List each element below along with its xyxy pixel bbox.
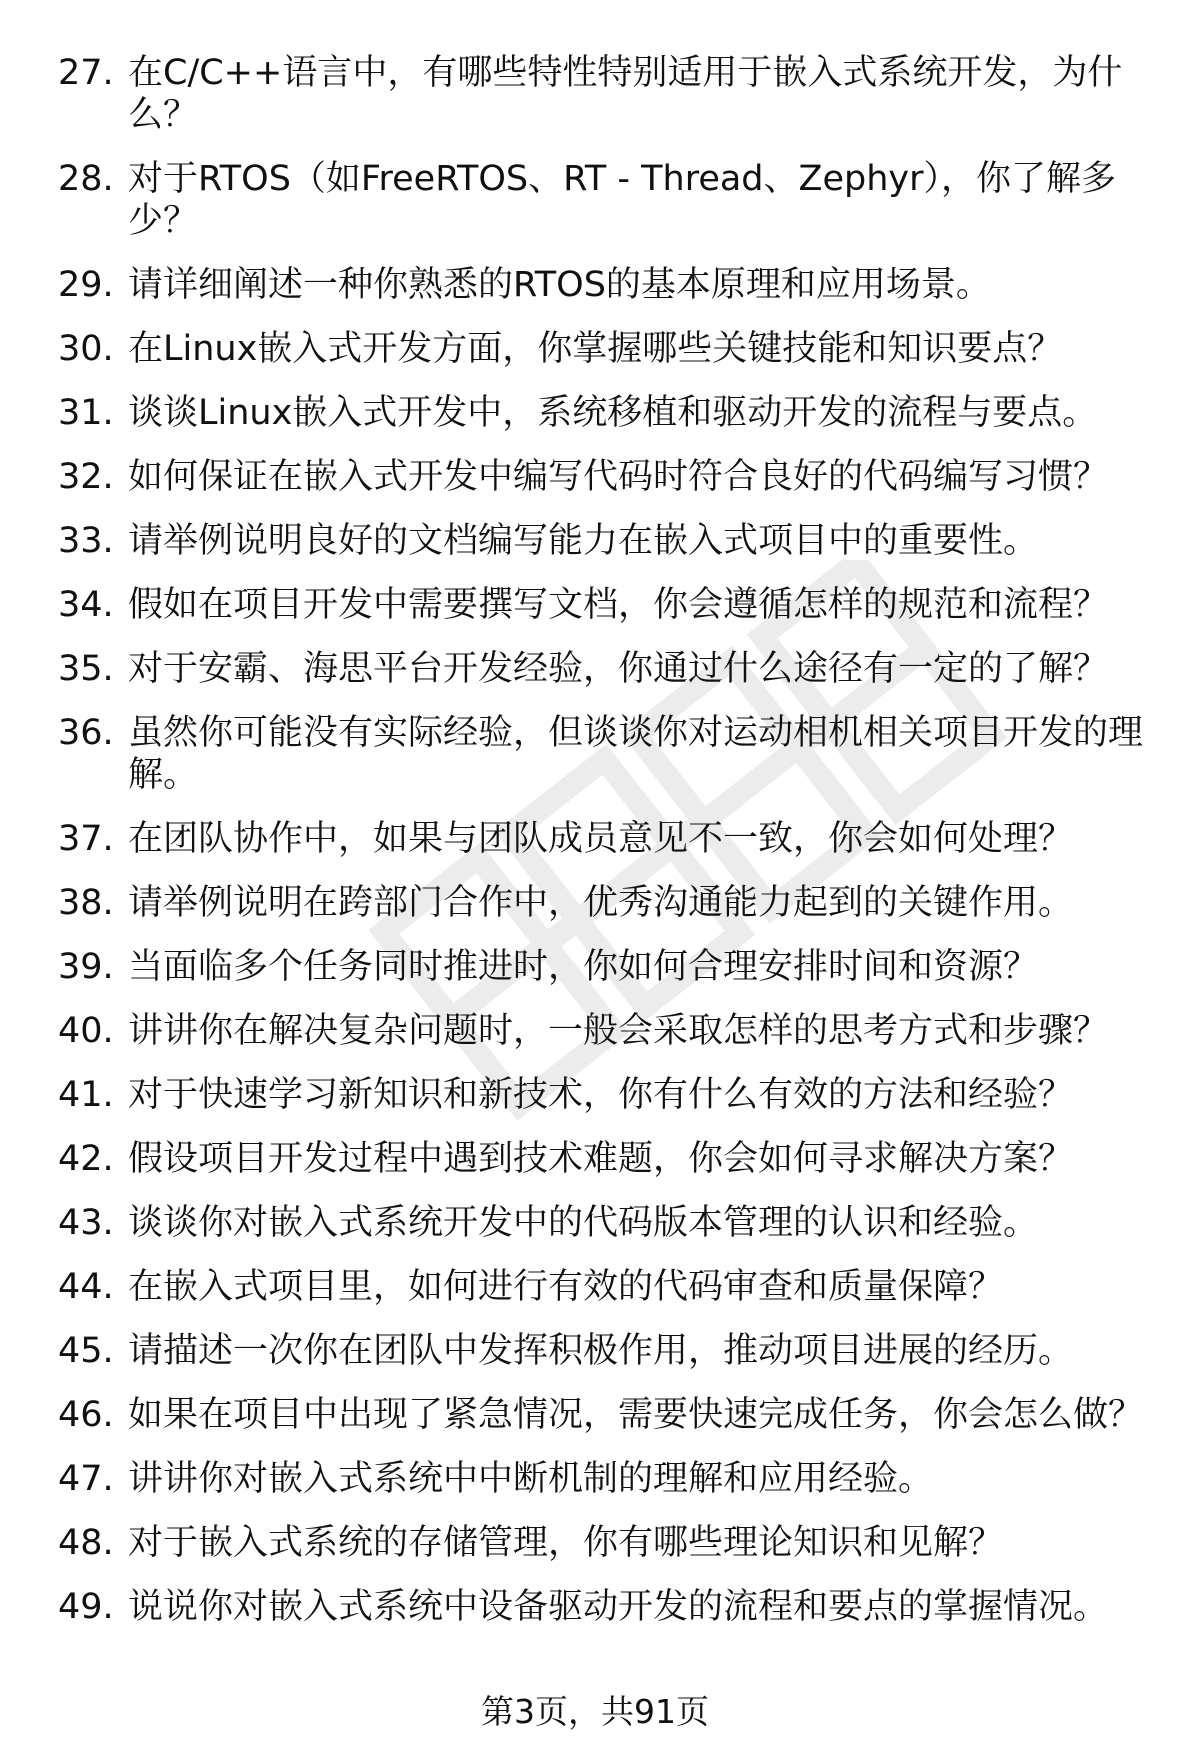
question-text: 请举例说明良好的文档编写能力在嵌入式项目中的重要性。 — [128, 521, 1039, 561]
question-item — [58, 584, 1148, 626]
question-number: 37. — [58, 819, 114, 859]
question-number: 33. — [58, 521, 114, 561]
question-text: 请详细阐述一种你熟悉的RTOS的基本原理和应用场景。 — [128, 265, 991, 305]
question-text: 在团队协作中，如果与团队成员意见不一致，你会如何处理？ — [128, 819, 1074, 859]
question-item — [58, 158, 1148, 242]
question-item — [58, 1330, 1148, 1372]
question-text: 对于RTOS（如FreeRTOS、RT - Thread、Zephyr），你了解多少？ — [128, 159, 1117, 241]
question-number: 28. — [58, 159, 114, 199]
question-item — [58, 1138, 1148, 1180]
question-list — [58, 52, 1148, 1650]
question-text: 讲讲你对嵌入式系统中中断机制的理解和应用经验。 — [128, 1459, 934, 1499]
question-item — [58, 392, 1148, 434]
question-item — [58, 1202, 1148, 1244]
question-text: 谈谈Linux嵌入式开发中，系统移植和驱动开发的流程与要点。 — [128, 393, 1098, 433]
question-item — [58, 882, 1148, 924]
question-number: 47. — [58, 1459, 114, 1499]
question-text: 请举例说明在跨部门合作中，优秀沟通能力起到的关键作用。 — [128, 883, 1074, 923]
question-text: 假设项目开发过程中遇到技术难题，你会如何寻求解决方案？ — [128, 1139, 1074, 1179]
question-text: 当面临多个任务同时推进时，你如何合理安排时间和资源？ — [128, 947, 1039, 987]
question-item — [58, 1074, 1148, 1116]
question-number: 49. — [58, 1587, 114, 1627]
question-number: 31. — [58, 393, 114, 433]
question-text: 讲讲你在解决复杂问题时，一般会采取怎样的思考方式和步骤？ — [128, 1011, 1109, 1051]
question-item — [58, 456, 1148, 498]
question-item — [58, 946, 1148, 988]
question-text: 对于安霸、海思平台开发经验，你通过什么途径有一定的了解？ — [128, 649, 1109, 689]
question-text: 对于快速学习新知识和新技术，你有什么有效的方法和经验？ — [128, 1075, 1074, 1115]
question-text: 谈谈你对嵌入式系统开发中的代码版本管理的认识和经验。 — [128, 1203, 1039, 1243]
question-number: 39. — [58, 947, 114, 987]
question-item — [58, 520, 1148, 562]
question-item — [58, 1522, 1148, 1564]
question-item — [58, 712, 1148, 796]
question-number: 44. — [58, 1267, 114, 1307]
question-number: 29. — [58, 265, 114, 305]
question-number: 27. — [58, 53, 114, 93]
question-text: 请描述一次你在团队中发挥积极作用，推动项目进展的经历。 — [128, 1331, 1074, 1371]
question-number: 36. — [58, 713, 114, 753]
question-number: 38. — [58, 883, 114, 923]
question-item — [58, 264, 1148, 306]
question-text: 在Linux嵌入式开发方面，你掌握哪些关键技能和知识要点？ — [128, 329, 1063, 369]
question-item — [58, 328, 1148, 370]
question-text: 在嵌入式项目里，如何进行有效的代码审查和质量保障？ — [128, 1267, 1004, 1307]
question-item — [58, 648, 1148, 690]
question-number: 46. — [58, 1395, 114, 1435]
question-text: 虽然你可能没有实际经验，但谈谈你对运动相机相关项目开发的理解。 — [128, 713, 1144, 795]
question-number: 35. — [58, 649, 114, 689]
page-number-footer: 第3页，共91页 — [481, 1692, 709, 1731]
question-text: 对于嵌入式系统的存储管理，你有哪些理论知识和见解？ — [128, 1523, 1004, 1563]
question-text: 在C/C++语言中，有哪些特性特别适用于嵌入式系统开发，为什么？ — [128, 53, 1123, 135]
question-item — [58, 1010, 1148, 1052]
question-item — [58, 818, 1148, 860]
question-item — [58, 1266, 1148, 1308]
question-item — [58, 1394, 1148, 1436]
question-text: 说说你对嵌入式系统中设备驱动开发的流程和要点的掌握情况。 — [128, 1587, 1109, 1627]
question-item — [58, 52, 1148, 136]
question-number: 42. — [58, 1139, 114, 1179]
question-item — [58, 1586, 1148, 1628]
question-number: 41. — [58, 1075, 114, 1115]
question-number: 32. — [58, 457, 114, 497]
question-number: 30. — [58, 329, 114, 369]
question-text: 如果在项目中出现了紧急情况，需要快速完成任务，你会怎么做？ — [128, 1395, 1144, 1435]
question-number: 34. — [58, 585, 114, 625]
question-item — [58, 1458, 1148, 1500]
question-number: 48. — [58, 1523, 114, 1563]
question-number: 40. — [58, 1011, 114, 1051]
question-number: 43. — [58, 1203, 114, 1243]
question-number: 45. — [58, 1331, 114, 1371]
question-text: 假如在项目开发中需要撰写文档，你会遵循怎样的规范和流程？ — [128, 585, 1109, 625]
question-text: 如何保证在嵌入式开发中编写代码时符合良好的代码编写习惯？ — [128, 457, 1109, 497]
